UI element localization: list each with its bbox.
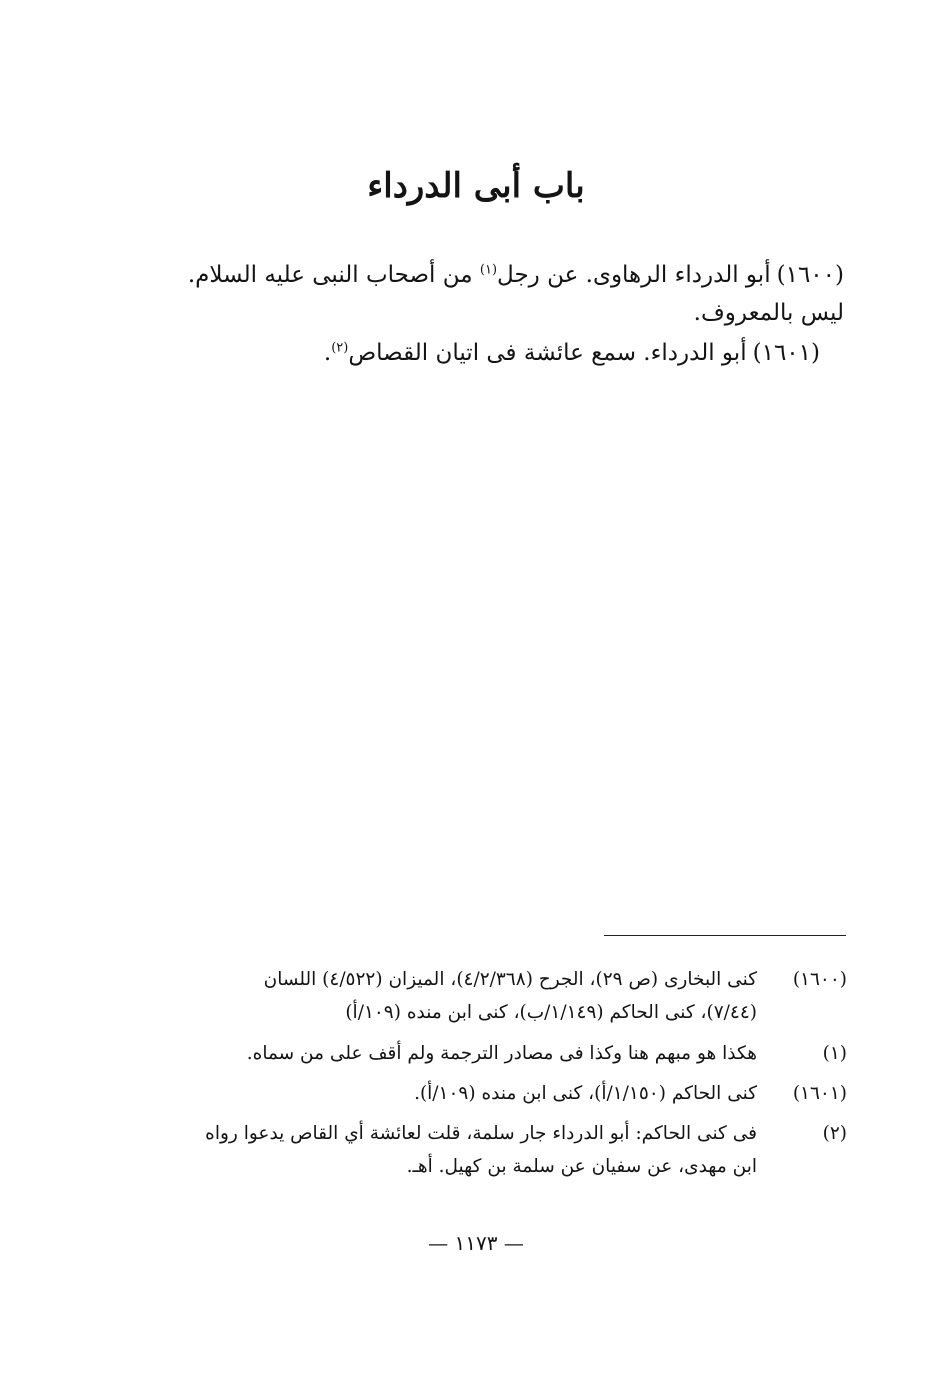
- footnote-key: (١٦٠١): [792, 1083, 847, 1104]
- footnote-line: كنى الحاكم (١/١٥٠/أ)، كنى ابن منده (١٠٩/أ).: [414, 1083, 757, 1104]
- entry-text-cont: من أصحاب النبى عليه السلام.: [187, 262, 480, 288]
- page-number: — ١١٧٣ —: [428, 1231, 524, 1255]
- footnote-text: [107, 1037, 757, 1070]
- footnote-line: فى كنى الحاكم: أبو الدرداء جار سلمة، قلت لعائشة أي القاص يدعوا رواه: [205, 1123, 757, 1144]
- entry-text-cont: .: [323, 340, 332, 366]
- footnote-line: كنى البخارى (ص ٢٩)، الجرح (٤/٢/٣٦٨)، الميزان (٤/٥٢٢) اللسان: [263, 969, 757, 990]
- entry-number: (١٦٠١): [752, 340, 820, 366]
- footnote-text: [107, 963, 757, 1029]
- entry-1600-line2: [104, 293, 844, 333]
- footnote-1601: [107, 1077, 847, 1110]
- footnote-2: [107, 1117, 847, 1183]
- footnote-line: (٧/٤٤)، كنى الحاكم (١/١٤٩/ب)، كنى ابن منده (١٠٩/أ): [345, 1002, 757, 1023]
- footnote-text: [107, 1077, 757, 1110]
- footnote-1: [107, 1037, 847, 1070]
- footnote-ref: (٢): [331, 340, 349, 356]
- footnote-line: هكذا هو مبهم هنا وكذا فى مصادر الترجمة ولم أقف على من سماه.: [246, 1043, 757, 1064]
- entry-number: (١٦٠٠): [776, 262, 844, 288]
- entry-text: أبو الدرداء الرهاوى. عن رجل: [497, 262, 771, 288]
- footnote-text: [107, 1117, 757, 1183]
- entry-1600: [104, 255, 844, 295]
- footnote-key: (٢): [822, 1123, 847, 1144]
- entry-text: ليس بالمعروف.: [693, 300, 844, 326]
- footnote-separator: [604, 935, 846, 936]
- footnote-1600: [107, 963, 847, 1029]
- entry-text: أبو الدرداء. سمع عائشة فى اتيان القصاص: [348, 340, 747, 366]
- footnote-key: (١٦٠٠): [792, 969, 847, 990]
- footnote-line: ابن مهدى، عن سفيان عن سلمة بن كهيل. أهـ.: [406, 1156, 757, 1177]
- footnote-ref: (١): [479, 262, 498, 278]
- footnote-key: (١): [822, 1043, 847, 1064]
- page-title: باب أبى الدرداء: [367, 166, 585, 206]
- entry-1601: [80, 333, 820, 373]
